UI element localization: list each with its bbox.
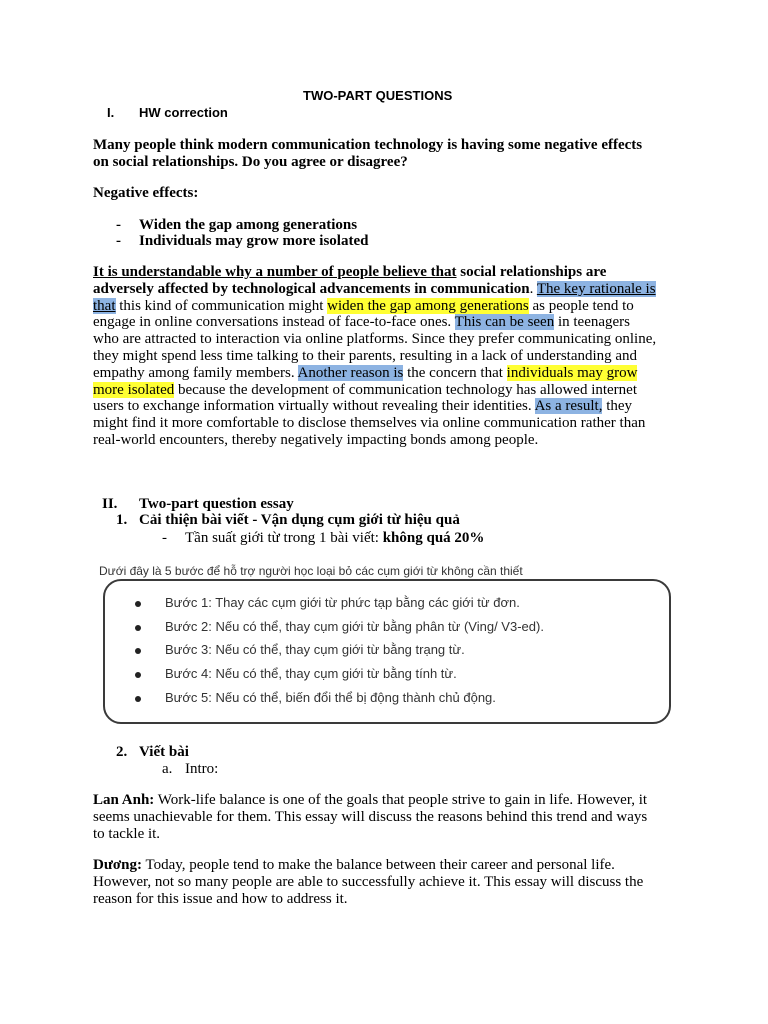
item-2-heading: Viết bài bbox=[139, 744, 189, 760]
lan-anh-line-3: to tackle it. bbox=[93, 826, 161, 842]
text: real-world encounters, thereby negatively impacting bonds among people. bbox=[93, 431, 539, 448]
text: empathy among family members. bbox=[93, 364, 298, 381]
body-paragraph bbox=[93, 264, 678, 449]
page-title: TWO-PART QUESTIONS bbox=[303, 88, 453, 103]
section-2-number: II. bbox=[102, 496, 118, 512]
text: engage in online conversations instead of face-to-face ones. bbox=[93, 314, 455, 331]
text: they bbox=[602, 398, 633, 415]
dash-bullet: - bbox=[162, 530, 167, 546]
bold-claim: adversely affected by technological advancements in communication bbox=[93, 280, 530, 297]
negative-effect-1: Widen the gap among generations bbox=[139, 217, 358, 233]
text: might find it more comfortable to disclose themselves via online communication rather than bbox=[93, 415, 646, 432]
bullet-icon bbox=[135, 672, 141, 678]
bullet-icon bbox=[135, 625, 141, 631]
text: users to exchange information virtually without revealing their identities. bbox=[93, 398, 535, 415]
bullet-icon bbox=[135, 601, 141, 607]
step-1: Bước 1: Thay các cụm giới từ phức tạp bằng các giới từ đơn. bbox=[165, 595, 520, 610]
lan-anh-line-1 bbox=[93, 792, 647, 809]
sub-a-heading: Intro: bbox=[185, 761, 219, 777]
item-2-number: 2. bbox=[116, 744, 128, 760]
text: they might spend less time talking to their parents, resulting in a lack of understanding and bbox=[93, 347, 638, 364]
step-3: Bước 3: Nếu có thể, thay cụm giới từ bằng trạng từ. bbox=[165, 642, 465, 657]
negative-effect-2: Individuals may grow more isolated bbox=[139, 233, 369, 249]
lan-anh-line-2: seems unachievable for them. This essay will discuss the reasons behind this trend and ways bbox=[93, 809, 648, 825]
intro-underlined: It is understandable why a number of people believe that bbox=[93, 264, 457, 280]
item-1-heading: Cải thiện bài viết - Vận dụng cụm giới từ hiệu quả bbox=[139, 512, 460, 528]
highlight-isolated-cont: more isolated bbox=[93, 381, 175, 398]
bullet-icon bbox=[135, 648, 141, 654]
highlight-isolated: individuals may grow bbox=[506, 364, 638, 381]
bullet-icon bbox=[135, 696, 141, 702]
section-1-number: I. bbox=[107, 105, 115, 120]
item-1-number: 1. bbox=[116, 512, 128, 528]
period: . bbox=[529, 280, 537, 297]
duong-name: Dương: bbox=[93, 857, 142, 873]
dash-bullet: - bbox=[116, 233, 121, 249]
section-2-heading: Two-part question essay bbox=[139, 496, 294, 512]
text: in teenagers bbox=[554, 314, 631, 331]
frequency-prefix: Tần suất giới từ trong 1 bài viết: bbox=[185, 530, 383, 546]
duong-line-3: reason for this issue and how to address it. bbox=[93, 891, 348, 907]
section-1-heading: HW correction bbox=[139, 105, 228, 120]
highlight-as-a-result: As a result, bbox=[534, 398, 603, 415]
step-2: Bước 2: Nếu có thể, thay cụm giới từ bằng phân từ (Ving/ V3-ed). bbox=[165, 619, 544, 634]
sub-a-number: a. bbox=[162, 761, 173, 777]
frequency-limit: không quá 20% bbox=[382, 530, 485, 546]
image-caption: Dưới đây là 5 bước để hỗ trợ người học loại bỏ các cụm giới từ không cần thiết bbox=[99, 564, 523, 578]
frequency-line bbox=[185, 530, 484, 547]
steps-box bbox=[103, 579, 671, 724]
highlight-widen-gap: widen the gap among generations bbox=[327, 297, 529, 314]
duong-line-2: However, not so many people are able to successfully achieve it. This essay will discuss the bbox=[93, 874, 644, 890]
text: who are attracted to interaction via online platforms. Since they prefer communicating online, bbox=[93, 331, 657, 348]
text: the concern that bbox=[403, 364, 507, 381]
highlight-can-be-seen: This can be seen bbox=[454, 314, 555, 331]
text: as people tend to bbox=[528, 297, 634, 314]
text: Today, people tend to make the balance between their career and personal life. bbox=[141, 857, 615, 873]
highlight-key-rationale-cont: that bbox=[93, 297, 116, 314]
intro-rest: social relationships are bbox=[456, 264, 607, 280]
highlight-another-reason: Another reason is bbox=[297, 364, 404, 381]
step-5: Bước 5: Nếu có thể, biến đổi thể bị động thành chủ động. bbox=[165, 690, 496, 705]
negative-effects-heading: Negative effects: bbox=[93, 185, 199, 201]
dash-bullet: - bbox=[116, 217, 121, 233]
text: this kind of communication might bbox=[115, 297, 328, 314]
text: Work-life balance is one of the goals that people strive to gain in life. However, it bbox=[154, 792, 648, 808]
question-line-2: on social relationships. Do you agree or disagree? bbox=[93, 154, 408, 170]
text: because the development of communication technology has allowed internet bbox=[174, 381, 638, 398]
highlight-key-rationale: The key rationale is bbox=[536, 280, 656, 297]
lan-anh-name: Lan Anh: bbox=[93, 792, 155, 808]
question-line-1: Many people think modern communication technology is having some negative effects bbox=[93, 137, 643, 153]
duong-line-1 bbox=[93, 857, 615, 874]
step-4: Bước 4: Nếu có thể, thay cụm giới từ bằng tính từ. bbox=[165, 666, 457, 681]
